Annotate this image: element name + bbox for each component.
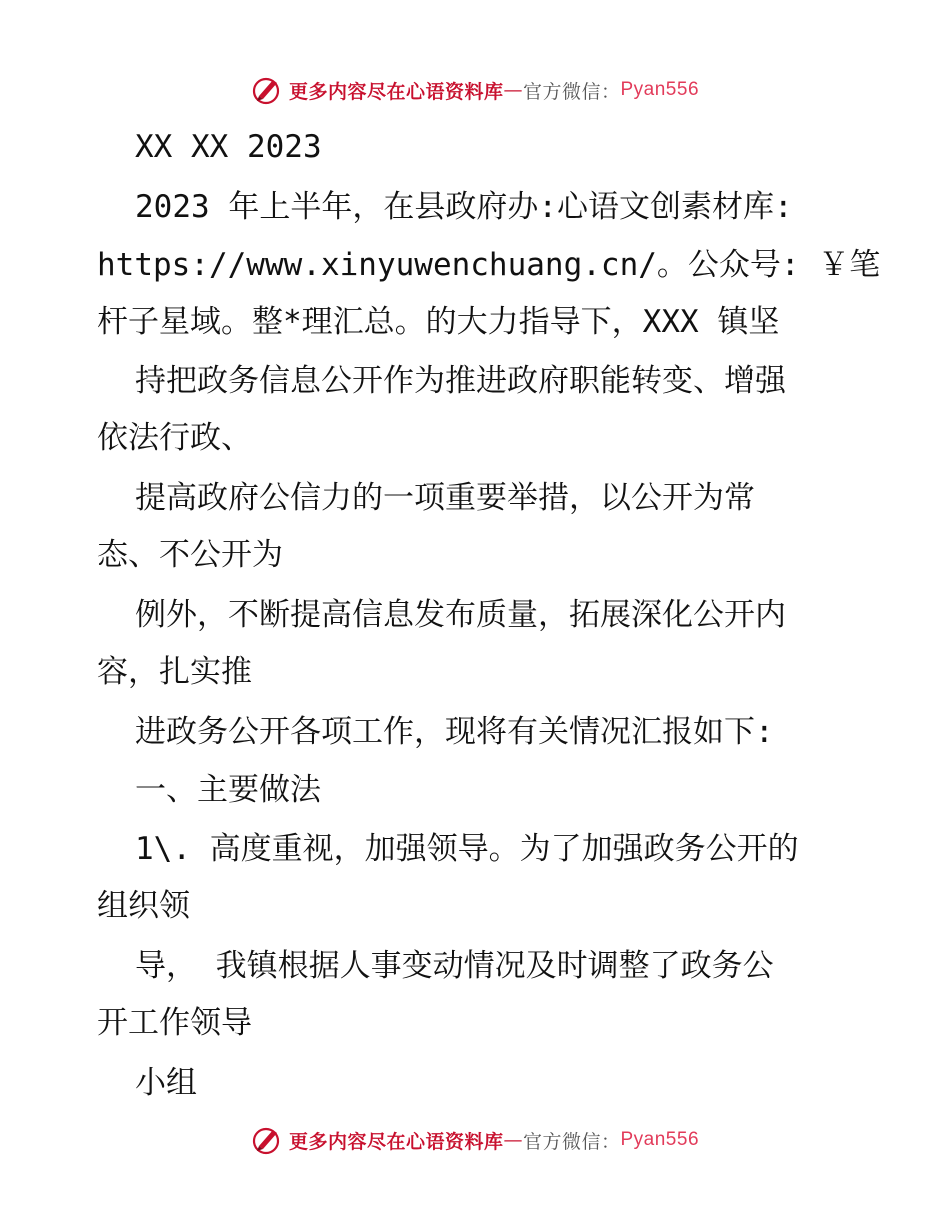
header-watermark [0,70,950,110]
doc-line: 进政务公开各项工作，现将有关情况汇报如下: [135,714,774,750]
doc-line: 杆子星域。整*理汇总。的大力指导下，XXX 镇坚 [97,304,780,340]
doc-line: 组织领 [97,888,190,924]
watermark-separator: — [503,79,523,101]
doc-line: 小组 [135,1065,197,1101]
doc-line: 持把政务信息公开作为推进政府职能转变、增强 [135,363,786,399]
doc-line: 开工作领导 [97,1005,252,1041]
doc-line: 态、不公开为 [97,537,283,573]
doc-line: 容，扎实推 [97,654,252,690]
watermark-separator: — [503,1129,523,1151]
doc-line: https://www.xinyuwenchuang.cn/。公众号: ￥笔 [97,247,881,283]
doc-line: 1\. 高度重视，加强领导。为了加强政务公开的 [135,831,799,867]
watermark-wechat-id: Pyan556 [620,79,700,100]
footer-watermark [0,1120,950,1160]
watermark-wechat-label: 官方微信： [522,1130,621,1153]
watermark-brand-text: 更多内容尽在心语资料库 [288,1130,504,1153]
doc-line: 例外，不断提高信息发布质量，拓展深化公开内 [135,597,786,633]
pen-circle-logo-icon [251,1124,283,1156]
doc-line: 导， 我镇根据人事变动情况及时调整了政务公 [135,948,774,984]
section-heading: 一、主要做法 [135,772,321,808]
doc-line: 提高政府公信力的一项重要举措，以公开为常 [135,480,755,516]
watermark-wechat-label: 官方微信： [522,80,621,103]
doc-line: 2023 年上半年，在县政府办:心语文创素材库: [135,189,793,225]
doc-line: 依法行政、 [97,420,252,456]
doc-line: XX XX 2023 [135,129,322,165]
pen-circle-logo-icon [251,74,283,106]
watermark-brand-text: 更多内容尽在心语资料库 [288,80,504,103]
watermark-wechat-id: Pyan556 [620,1129,700,1150]
